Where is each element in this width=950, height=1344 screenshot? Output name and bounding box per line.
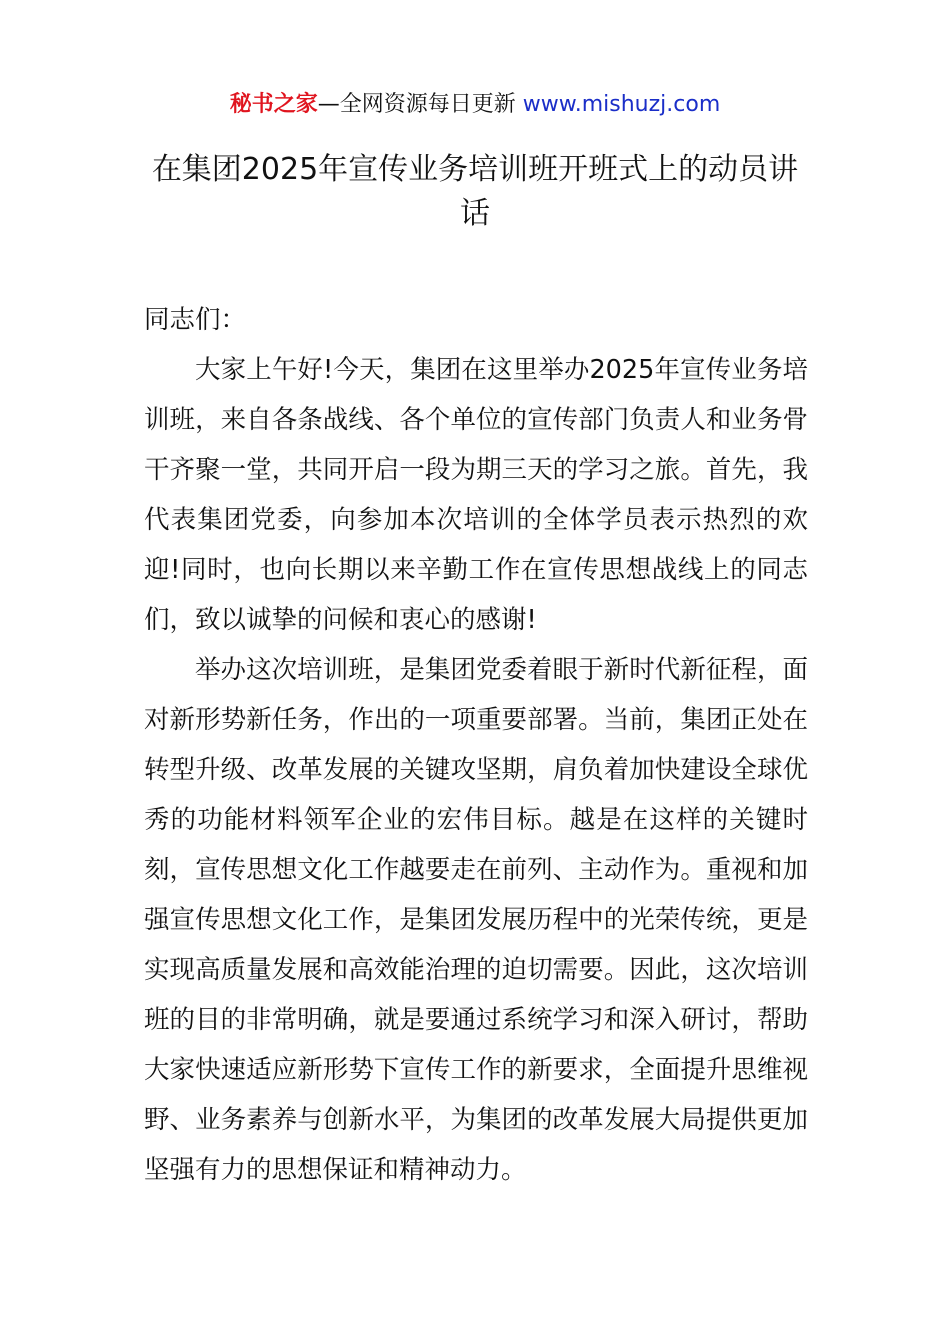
document-title: 在集团2025年宣传业务培训班开班式上的动员讲话 bbox=[151, 152, 799, 231]
paragraph-1: 大家上午好!今天，集团在这里举办2025年宣传业务培训班，来自各条战线、各个单位的宣传部门负责人和业务骨干齐聚一堂，共同开启一段为期三天的学习之旅。首先，我代表集团党委，向参加本次培训的全体学员表示热烈的欢迎!同时，也向长期以来辛勤工作在宣传思想战线上的同志们，致以诚挚的问候和衷心的感谢! bbox=[144, 355, 808, 635]
document-body bbox=[144, 295, 808, 1195]
site-url-link[interactable]: www.mishuzj.com bbox=[522, 92, 721, 117]
salutation: 同志们： bbox=[144, 305, 247, 335]
paragraph-2: 举办这次培训班，是集团党委着眼于新时代新征程，面对新形势新任务，作出的一项重要部署。当前，集团正处在转型升级、改革发展的关键攻坚期，肩负着加快建设全球优秀的功能材料领军企业的宏伟目标。越是在这样的关键时刻，宣传思想文化工作越要走在前列、主动作为。重视和加强宣传思想文化工作，是集团发展历程中的光荣传统，更是实现高质量发展和高效能治理的迫切需要。因此，这次培训班的目的非常明确，就是要通过系统学习和深入研讨，帮助大家快速适应新形势下宣传工作的新要求，全面提升思维视野、业务素养与创新水平，为集团的改革发展大局提供更加坚强有力的思想保证和精神动力。 bbox=[144, 655, 808, 1185]
site-name: 秘书之家 bbox=[229, 92, 318, 117]
site-tagline: —全网资源每日更新 bbox=[317, 92, 516, 117]
site-header bbox=[0, 88, 950, 122]
